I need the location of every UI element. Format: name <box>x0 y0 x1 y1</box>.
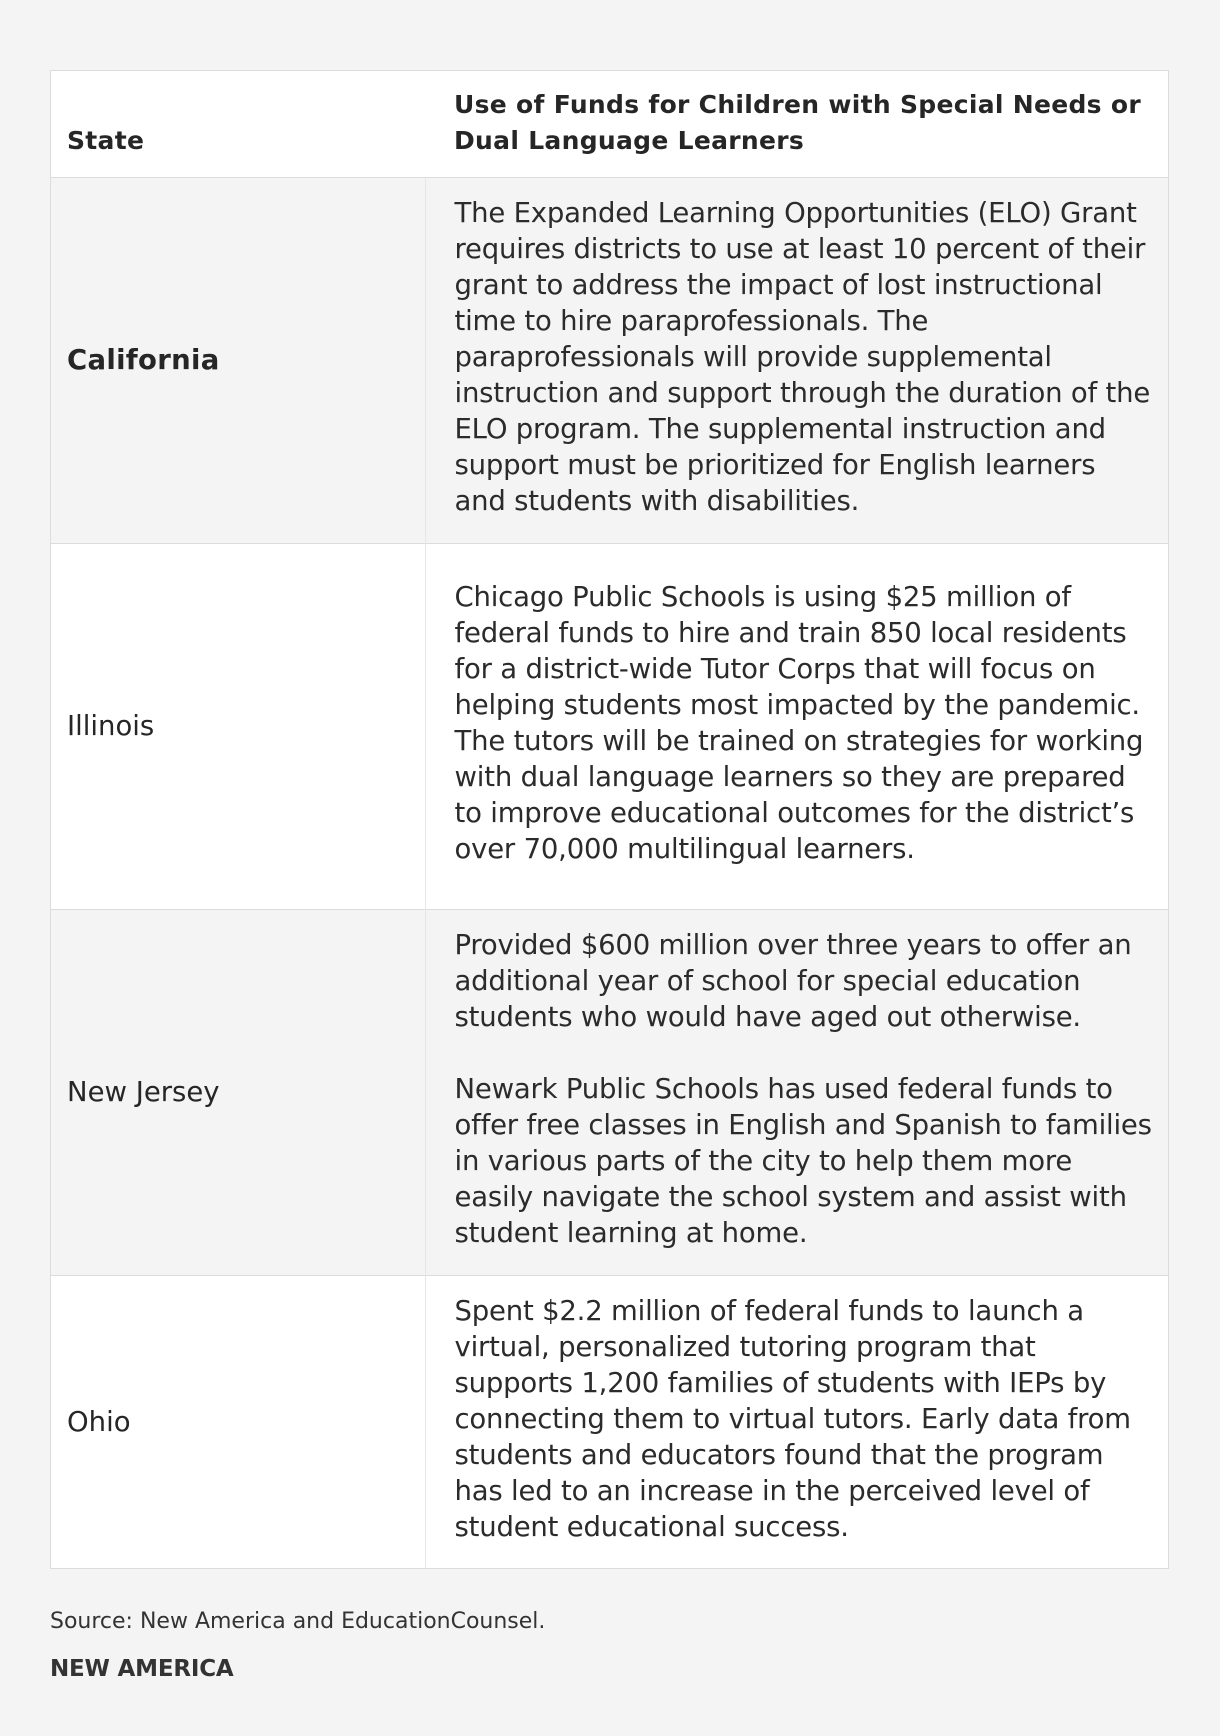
source-note: Source: New America and EducationCounsel. <box>50 1609 546 1634</box>
use-cell-illinois <box>425 543 1168 909</box>
state-cell-new-jersey: New Jersey <box>51 909 425 1275</box>
table-row <box>51 543 1168 909</box>
state-cell-ohio: Ohio <box>51 1275 425 1568</box>
column-header-use-of-funds: Use of Funds for Children with Special Needs or Dual Language Learners <box>425 71 1168 177</box>
funds-table-container <box>50 70 1169 1569</box>
use-paragraph: Spent $2.2 million of federal funds to launch a virtual, personalized tutoring program that supports 1,200 families of students with IEPs by connecting them to virtual tutors. Early data from students and educators found that the program has led to an increase in the perceived level of student educational success. <box>454 1294 1131 1543</box>
use-cell-ohio <box>425 1275 1168 1568</box>
table-row <box>51 909 1168 1275</box>
use-cell-california <box>425 177 1168 543</box>
column-header-state: State <box>51 71 425 177</box>
state-cell-illinois: Illinois <box>51 543 425 909</box>
state-cell-california: California <box>51 177 425 543</box>
use-cell-new-jersey <box>425 909 1168 1275</box>
use-paragraph: Provided $600 million over three years to offer an additional year of school for special education students who would have aged out otherwise. <box>454 929 1132 1033</box>
use-paragraph: The Expanded Learning Opportunities (ELO) Grant requires districts to use at least 10 percent of their grant to address the impact of lost instructional time to hire paraprofessionals. The paraprofessionals will provide supplemental instruction and support through the duration of the ELO program. The supplemental instruction and support must be prioritized for English learners and students with disabilities. <box>454 197 1151 517</box>
funds-table <box>51 71 1168 1568</box>
brand-logo-text: NEW AMERICA <box>50 1656 234 1682</box>
table-header-row <box>51 71 1168 177</box>
table-row <box>51 1275 1168 1568</box>
use-paragraph: Chicago Public Schools is using $25 million of federal funds to hire and train 850 local residents for a district-wide Tutor Corps that will focus on helping students most impacted by the pandemic. The tutors will be trained on strategies for working with dual language learners so they are prepared to improve educational outcomes for the district’s over 70,000 multilingual learners. <box>454 581 1144 865</box>
table-row <box>51 177 1168 543</box>
use-paragraph: Newark Public Schools has used federal funds to offer free classes in English and Spanish to families in various parts of the city to help them more easily navigate the school system and assist with student learning at home. <box>454 1073 1152 1249</box>
